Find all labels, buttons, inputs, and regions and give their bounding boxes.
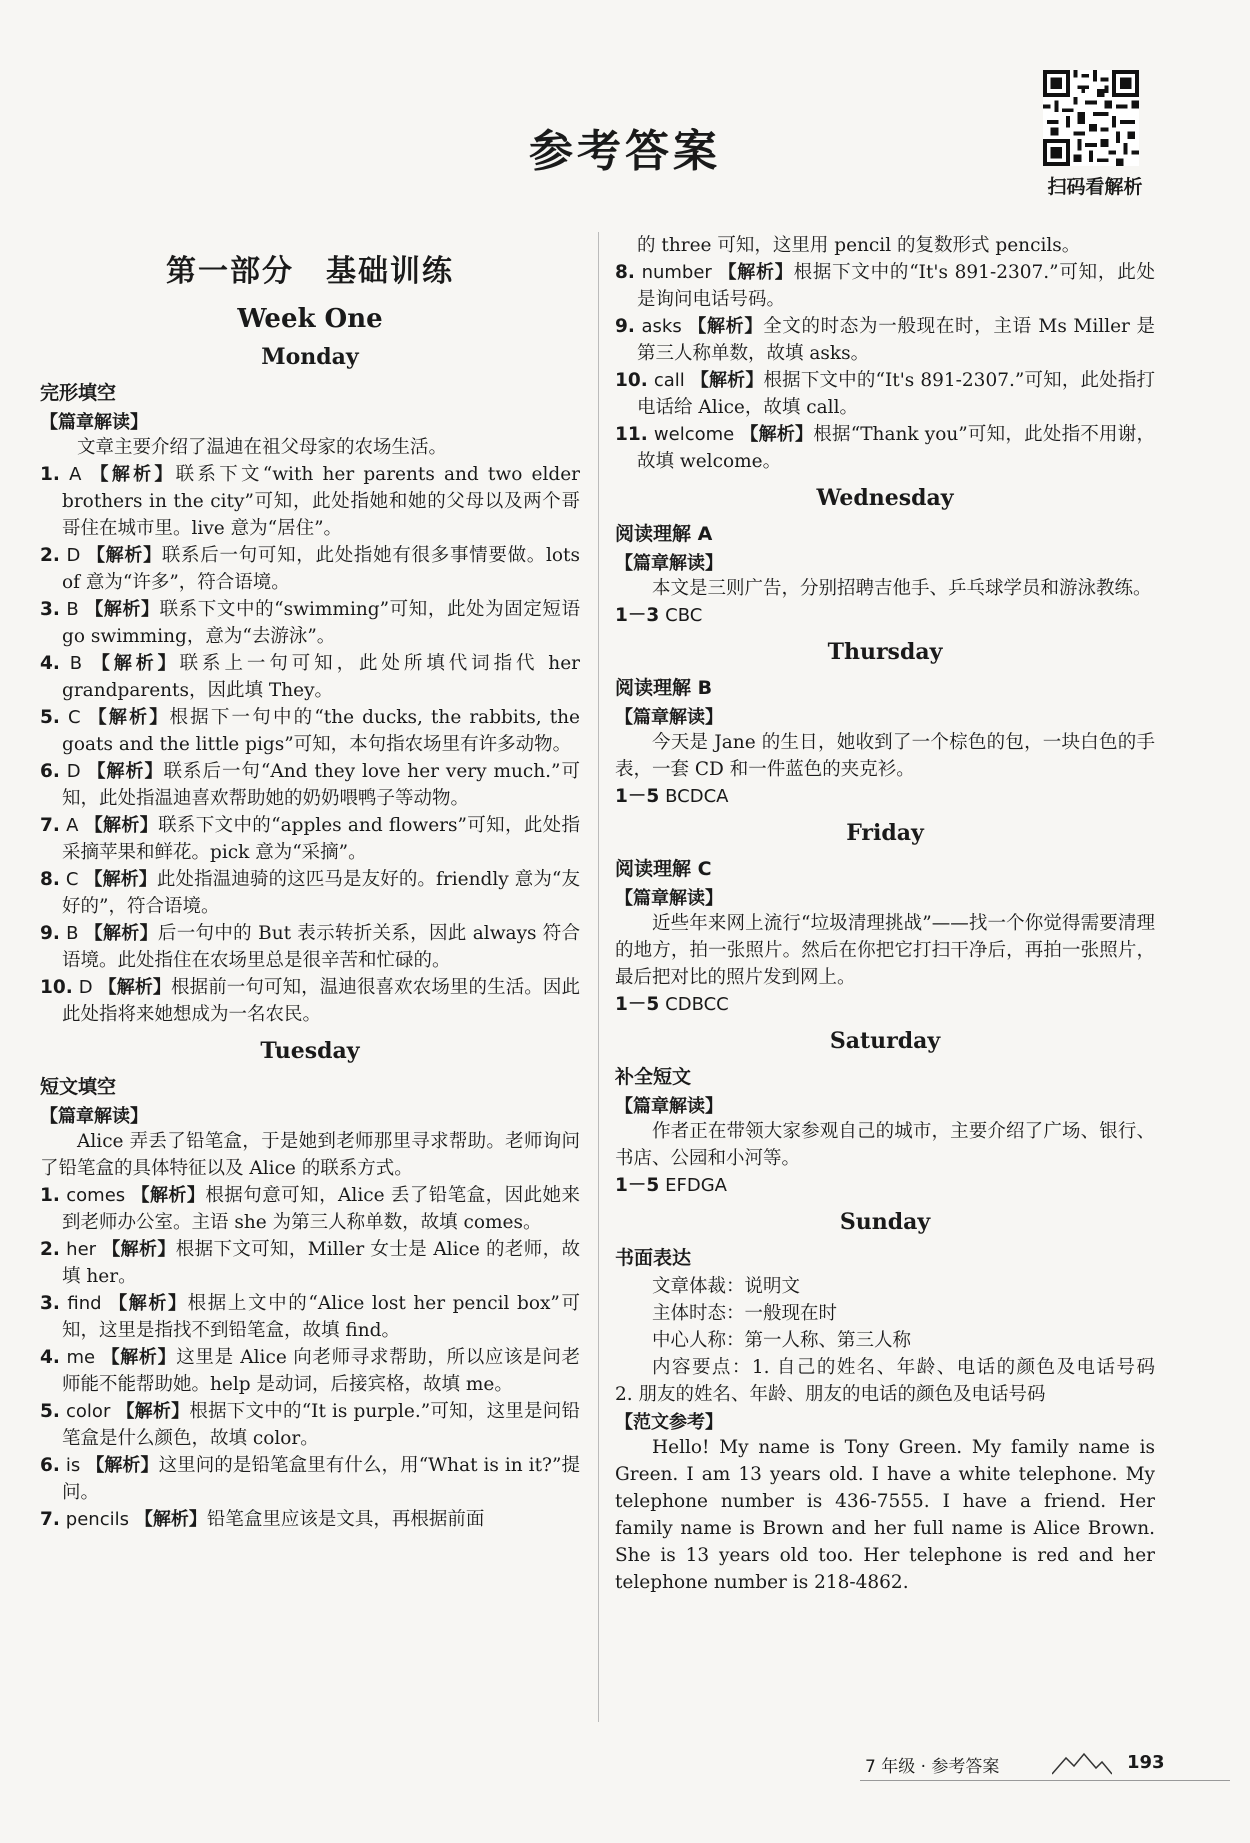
- item-tag: 【解析】: [90, 464, 176, 485]
- section-intro: 作者正在带领大家参观自己的城市，主要介绍了广场、银行、书店、公园和小河等。: [615, 1121, 1155, 1169]
- item-number: 2.: [40, 1239, 60, 1260]
- item-answer: pencils: [65, 1509, 129, 1530]
- answer-range: 1－3: [615, 605, 660, 626]
- item-number: 5.: [40, 707, 60, 728]
- section-intro: Alice 弄丢了铅笔盒，于是她到老师那里寻求帮助。老师询问了铅笔盒的具体特征以及 Alice 的联系方式。: [40, 1131, 580, 1179]
- answer-item: [40, 866, 580, 920]
- item-number: 6.: [40, 761, 60, 782]
- answer-item: [615, 367, 1155, 421]
- item-explanation: 联系下文中的“apples and flowers”可知，此处指采摘苹果和鲜花。pick 意为“采摘”。: [62, 815, 581, 863]
- item-answer: C: [68, 707, 81, 728]
- item-explanation: 此处指温迪骑的这匹马是友好的。friendly 意为“友好的”，符合语境。: [62, 869, 580, 917]
- mountain-icon: [1052, 1752, 1112, 1776]
- section-title: 补全短文: [615, 1066, 692, 1088]
- item-answer: her: [66, 1239, 97, 1260]
- item-answer: D: [78, 977, 93, 998]
- answer-item: [40, 650, 580, 704]
- day-title-sunday: Sunday: [839, 1209, 931, 1235]
- day-title-tuesday: Tuesday: [260, 1038, 360, 1064]
- item-tag: 【解析】: [134, 1509, 207, 1530]
- item-number: 3.: [40, 599, 60, 620]
- item-explanation: 根据下文中的“It is purple.”可知，这里是问铅笔盒是什么颜色，故填 color。: [62, 1401, 580, 1449]
- answer-item: [40, 812, 580, 866]
- answer-item: [40, 596, 580, 650]
- sample-essay: Hello! My name is Tony Green. My family name is Green. I am 13 years old. I have a white telephone. My telephone number is 436-7555. I have a friend. Her family name is Brown and her full name is Alice Brown. She is 13 years old too. Her telephone is red and her telephone number is 218-4862.: [615, 1437, 1155, 1593]
- item-explanation: 根据下一句中的“the ducks, the rabbits, the goats and the little pigs”可知，本句指农场里有许多动物。: [62, 707, 581, 755]
- answer-range: 1－5: [615, 786, 660, 807]
- answer-item: [40, 1290, 580, 1344]
- qr-code[interactable]: [1043, 70, 1139, 166]
- answer-list: [40, 461, 580, 1028]
- item-explanation: 联系后一句“And they love her very much.”可知，此处指温迪喜欢帮助她的奶奶喂鸭子等动物。: [62, 761, 580, 809]
- item-number: 9.: [40, 923, 60, 944]
- item-explanation: 根据句意可知，Alice 丢了铅笔盒，因此她来到老师办公室。主语 she 为第三人称单数，故填 comes。: [62, 1185, 581, 1233]
- item-tag: 【解析】: [86, 1455, 159, 1476]
- day-title-thursday: Thursday: [827, 639, 943, 665]
- item-number: 4.: [40, 653, 60, 674]
- item-tag: 【解析】: [91, 653, 180, 674]
- section-intro: 本文是三则广告，分别招聘吉他手、乒乓球学员和游泳教练。: [652, 578, 1152, 599]
- answer-item: [40, 461, 580, 542]
- item-explanation: 根据“Thank you”可知，此处指不用谢，故填 welcome。: [637, 424, 1156, 472]
- page-number: 193: [1127, 1752, 1165, 1773]
- item-tag: 【解析】: [740, 424, 814, 445]
- item-answer: B: [69, 653, 83, 674]
- item-tag: 【解析】: [85, 599, 160, 620]
- writing-key-points: 内容要点：1. 自己的姓名、年龄、电话的颜色及电话号码 2. 朋友的姓名、年龄、朋友的电话的颜色及电话号码: [615, 1357, 1174, 1405]
- section-title: 书面表达: [615, 1247, 692, 1269]
- item-tag: 【解析】: [84, 869, 157, 890]
- answer-key: CBC: [665, 605, 703, 626]
- answer-item: [40, 920, 580, 974]
- item-tag: 【解析】: [88, 707, 170, 728]
- page-footer: [865, 1752, 1165, 1780]
- item-answer: C: [65, 869, 79, 890]
- item-explanation: 根据下文中的“It's 891-2307.”可知，此处是询问电话号码。: [637, 262, 1155, 310]
- item-answer: find: [67, 1293, 102, 1314]
- continued-text: 的 three 可知，这里用 pencil 的复数形式 pencils。: [637, 235, 1081, 256]
- item-answer: D: [66, 545, 81, 566]
- item-answer: welcome: [653, 424, 735, 445]
- answer-item: [40, 1344, 580, 1398]
- item-number: 6.: [40, 1455, 60, 1476]
- answer-item: [615, 421, 1155, 475]
- section-tag: 【篇章解读】: [615, 1096, 723, 1117]
- item-answer: is: [65, 1455, 81, 1476]
- item-tag: 【解析】: [84, 923, 158, 944]
- item-explanation: 联系下文中的“swimming”可知，此处为固定短语 go swimming，意为“去游泳”。: [62, 599, 581, 647]
- section-intro: 近些年来网上流行“垃圾清理挑战”——找一个你觉得需要清理的地方，拍一张照片。然后在你把它打扫干净后，再拍一张照片，最后把对比的照片发到网上。: [615, 913, 1155, 988]
- answer-range: 1－5: [615, 994, 660, 1015]
- item-number: 1.: [40, 464, 60, 485]
- answer-item: [40, 1398, 580, 1452]
- item-explanation: 铅笔盒里应该是文具，再根据前面: [206, 1509, 485, 1530]
- day-title-friday: Friday: [846, 820, 924, 846]
- item-answer: A: [69, 464, 82, 485]
- answer-item: [40, 1236, 580, 1290]
- answer-key: CDBCC: [665, 994, 729, 1015]
- answer-key: BCDCA: [665, 786, 729, 807]
- section-tag: 【篇章解读】: [40, 1106, 148, 1127]
- answer-list: [40, 1182, 580, 1533]
- item-explanation: 联系后一句可知，此处指她有很多事情要做。lots of 意为“许多”，符合语境。: [62, 545, 580, 593]
- right-column: [615, 232, 1174, 1596]
- item-tag: 【解析】: [116, 1401, 190, 1422]
- day-title-saturday: Saturday: [829, 1028, 941, 1054]
- item-answer: call: [653, 370, 685, 391]
- item-number: 7.: [40, 815, 60, 836]
- item-tag: 【解析】: [688, 316, 764, 337]
- section-title: 阅读理解 B: [615, 677, 713, 699]
- item-explanation: 后一句中的 But 表示转折关系，因此 always 符合语境。此处指住在农场里总是很辛苦和忙碌的。: [62, 923, 581, 971]
- answer-list: [615, 259, 1155, 475]
- footer-rule: [860, 1780, 1230, 1781]
- item-explanation: 这里是 Alice 向老师寻求帮助，所以应该是问老师能不能帮助她。help 是动词，后接宾格，故填 me。: [62, 1347, 580, 1395]
- item-answer: comes: [66, 1185, 126, 1206]
- item-explanation: 根据下文可知，Miller 女士是 Alice 的老师，故填 her。: [62, 1239, 581, 1287]
- section-tag: 【篇章解读】: [40, 412, 148, 433]
- answer-line: [615, 991, 1155, 1018]
- left-column: [40, 240, 580, 1533]
- item-number: 9.: [615, 316, 635, 337]
- answer-line: [615, 1172, 1155, 1199]
- item-answer: B: [66, 923, 79, 944]
- answer-item: [40, 974, 580, 1028]
- day-title-monday: Monday: [261, 344, 359, 370]
- section-intro: 文章主要介绍了温迪在祖父母家的农场生活。: [77, 437, 448, 458]
- item-answer: number: [641, 262, 712, 283]
- item-tag: 【解析】: [86, 545, 162, 566]
- answer-item: [40, 1506, 580, 1533]
- answer-range: 1－5: [615, 1175, 660, 1196]
- answer-item: [40, 1452, 580, 1506]
- answer-line: [615, 783, 1155, 810]
- item-number: 5.: [40, 1401, 60, 1422]
- item-answer: B: [66, 599, 79, 620]
- column-divider: [598, 232, 599, 1722]
- item-number: 7.: [40, 1509, 60, 1530]
- item-tag: 【解析】: [109, 1293, 188, 1314]
- answer-item: [615, 259, 1155, 313]
- item-explanation: 全文的时态为一般现在时，主语 Ms Miller 是第三人称单数，故填 asks。: [637, 316, 1155, 364]
- section-title: 阅读理解 A: [615, 523, 713, 545]
- answer-line: [615, 602, 1155, 629]
- section-tag: 【篇章解读】: [615, 888, 723, 909]
- item-number: 10.: [40, 977, 73, 998]
- answer-item: [40, 704, 580, 758]
- answer-item: [615, 313, 1155, 367]
- qr-label: 扫码看解析: [1047, 176, 1143, 198]
- item-tag: 【解析】: [87, 761, 164, 782]
- answer-item: [40, 758, 580, 812]
- item-tag: 【解析】: [101, 1347, 177, 1368]
- item-number: 8.: [40, 869, 60, 890]
- item-tag: 【解析】: [98, 977, 172, 998]
- section-title: 短文填空: [40, 1076, 117, 1098]
- footer-label: 7 年级 · 参考答案: [865, 1757, 1000, 1777]
- item-number: 2.: [40, 545, 60, 566]
- section-tag: 【篇章解读】: [615, 553, 723, 574]
- answer-key: EFDGA: [665, 1175, 727, 1196]
- item-number: 8.: [615, 262, 635, 283]
- item-answer: me: [66, 1347, 96, 1368]
- item-explanation: 联系上一句可知，此处所填代词指代 her grandparents，因此填 They。: [62, 653, 580, 701]
- item-tag: 【解析】: [718, 262, 794, 283]
- item-explanation: 这里问的是铅笔盒里有什么，用“What is in it?”提问。: [62, 1455, 580, 1503]
- sample-essay-tag: 【范文参考】: [615, 1412, 723, 1433]
- item-explanation: 根据上文中的“Alice lost her pencil box”可知，这里是指找不到铅笔盒，故填 find。: [62, 1293, 580, 1341]
- item-number: 11.: [615, 424, 648, 445]
- item-number: 10.: [615, 370, 648, 391]
- answer-item: [40, 542, 580, 596]
- part-title: 第一部分 基础训练: [166, 254, 454, 289]
- item-explanation: 根据下文中的“It's 891-2307.”可知，此处指打电话给 Alice，故填 call。: [637, 370, 1155, 418]
- item-tag: 【解析】: [690, 370, 764, 391]
- section-intro: 今天是 Jane 的生日，她收到了一个棕色的包，一块白色的手表，一套 CD 和一件蓝色的夹克衫。: [615, 732, 1155, 780]
- item-explanation: 联系下文“with her parents and two elder brothers in the city”可知，此处指她和她的父母以及两个哥哥住在城市里。live 意为“居住”。: [62, 464, 580, 539]
- day-title-wednesday: Wednesday: [816, 485, 954, 511]
- item-tag: 【解析】: [84, 815, 159, 836]
- answer-item: [40, 1182, 580, 1236]
- item-number: 4.: [40, 1347, 60, 1368]
- section-title: 完形填空: [40, 382, 117, 404]
- week-title: Week One: [237, 304, 383, 334]
- section-tag: 【篇章解读】: [615, 707, 723, 728]
- writing-guide-line: 文章体裁：说明文: [652, 1276, 801, 1297]
- item-number: 1.: [40, 1185, 60, 1206]
- writing-guide-line: 主体时态：一般现在时: [652, 1303, 838, 1324]
- item-explanation: 根据前一句可知，温迪很喜欢农场里的生活。因此此处指将来她想成为一名农民。: [62, 977, 580, 1025]
- writing-guide-line: 中心人称：第一人称、第三人称: [652, 1330, 912, 1351]
- item-answer: A: [66, 815, 79, 836]
- section-title: 阅读理解 C: [615, 858, 712, 880]
- item-tag: 【解析】: [102, 1239, 176, 1260]
- item-answer: color: [66, 1401, 111, 1422]
- item-tag: 【解析】: [131, 1185, 206, 1206]
- page-title: 参考答案: [529, 126, 721, 177]
- item-answer: asks: [641, 316, 682, 337]
- item-answer: D: [66, 761, 81, 782]
- item-number: 3.: [40, 1293, 60, 1314]
